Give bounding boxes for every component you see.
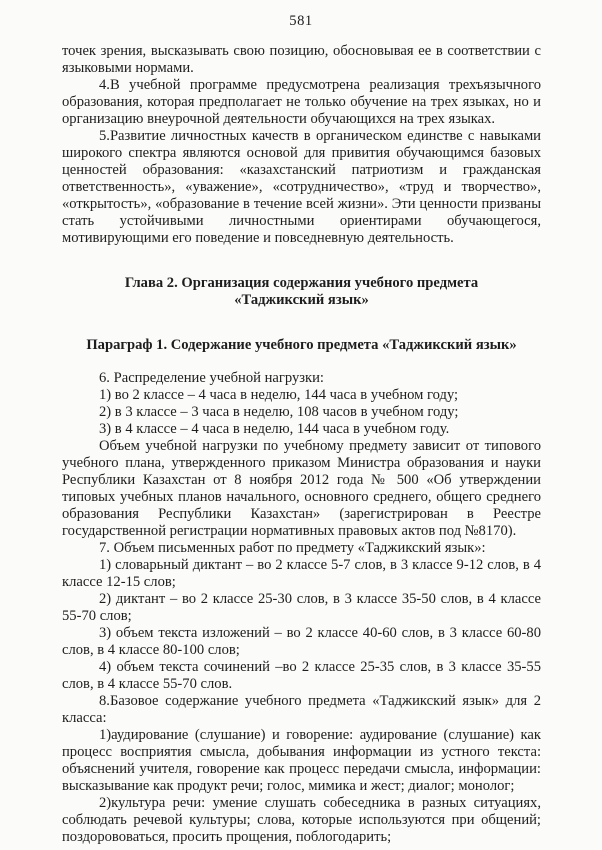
paragraph-item-8: 8.Базовое содержание учебного предмета «Таджикский язык» для 2 класса: bbox=[62, 693, 541, 726]
chapter-heading-line2: «Таджикский язык» bbox=[234, 292, 369, 308]
list-item-izlozhenie: 3) объем текста изложений – во 2 классе 40-60 слов, в 3 классе 60-80 слов, в 4 классе 80-100 слов; bbox=[62, 625, 541, 658]
list-item-vocab-dictation: 1) словарьный диктант – во 2 классе 5-7 слов, в 3 классе 9-12 слов, в 4 классе 12-15 слов; bbox=[62, 557, 541, 590]
paragraph-load-volume: Объем учебной нагрузки по учебному предмету зависит от типового учебного плана, утвержденного приказом Министра образования и науки Республики Казахстан от 8 ноября 2012 года № 500 «Об утверждении типовых учебных планов начального, основного среднего, общего среднего образования Республики Казахстан» (зарегистрирован в Реестре государственной регистрации нормативных правовых актов под №8170). bbox=[62, 438, 541, 539]
list-item-audirovanie: 1)аудирование (слушание) и говорение: аудирование (слушание) как процесс восприятия смысла, добывания информации из устного текста: объяснений учителя, говорение как процесс передачи смысла, информации: высказывание как продукт речи; голос, мимика и жест; диалог; монолог; bbox=[62, 727, 541, 794]
list-item-dictation: 2) диктант – во 2 классе 25-30 слов, в 3 классе 35-50 слов, в 4 классе 55-70 слов; bbox=[62, 591, 541, 624]
section-heading bbox=[62, 337, 541, 354]
paragraph-continuation: точек зрения, высказывать свою позицию, обосновывая ее в соответствии с языковыми нормами. bbox=[62, 43, 541, 76]
page-number: 581 bbox=[289, 13, 313, 29]
chapter-heading-line1: Глава 2. Организация содержания учебного предмета bbox=[124, 275, 479, 291]
paragraph-item-6: 6. Распределение учебной нагрузки: bbox=[99, 370, 324, 386]
paragraph-item-7: 7. Объем письменных работ по предмету «Таджикский язык»: bbox=[99, 540, 486, 556]
list-item-load-grade4: 3) в 4 классе – 4 часа в неделю, 144 часа в учебном году. bbox=[99, 421, 450, 437]
paragraph-item-4: 4.В учебной программе предусмотрена реализация трехъязычного образования, которая предполагает не только обучение на трех языках, но и организацию внеурочной деятельности обучающихся на трех языках. bbox=[62, 77, 541, 127]
list-item-kultura-rechi: 2)культура речи: умение слушать собеседника в разных ситуациях, соблюдать речевой культуры; слова, которые используются при общений; поздорововаться, просить прощения, поблогодарить; bbox=[62, 795, 541, 845]
list-item-sochinenie: 4) объем текста сочинений –во 2 классе 25-35 слов, в 3 классе 35-55 слов, в 4 классе 55-70 слов. bbox=[62, 659, 541, 692]
paragraph-item-5: 5.Развитие личностных качеств в органическом единстве с навыками широкого спектра являются основой для привития обучающимся базовых ценностей образования: «казахстанский патриотизм и гражданская ответственность», «уважение», «сотрудничество», «труд и творчество», «открытость», «образование в течение всей жизни». Эти ценности призваны стать устойчивыми личностными ориентирами обучающегося, мотивирующими его поведение и повседневную деятельность. bbox=[62, 128, 541, 246]
chapter-heading bbox=[62, 275, 541, 309]
document-content bbox=[0, 43, 602, 846]
section-heading-text: Параграф 1. Содержание учебного предмета «Таджикский язык» bbox=[86, 337, 517, 353]
list-item-load-grade2: 1) во 2 классе – 4 часа в неделю, 144 часа в учебном году; bbox=[99, 387, 459, 403]
list-item-load-grade3: 2) в 3 классе – 3 часа в неделю, 108 часов в учебном году; bbox=[99, 404, 459, 420]
